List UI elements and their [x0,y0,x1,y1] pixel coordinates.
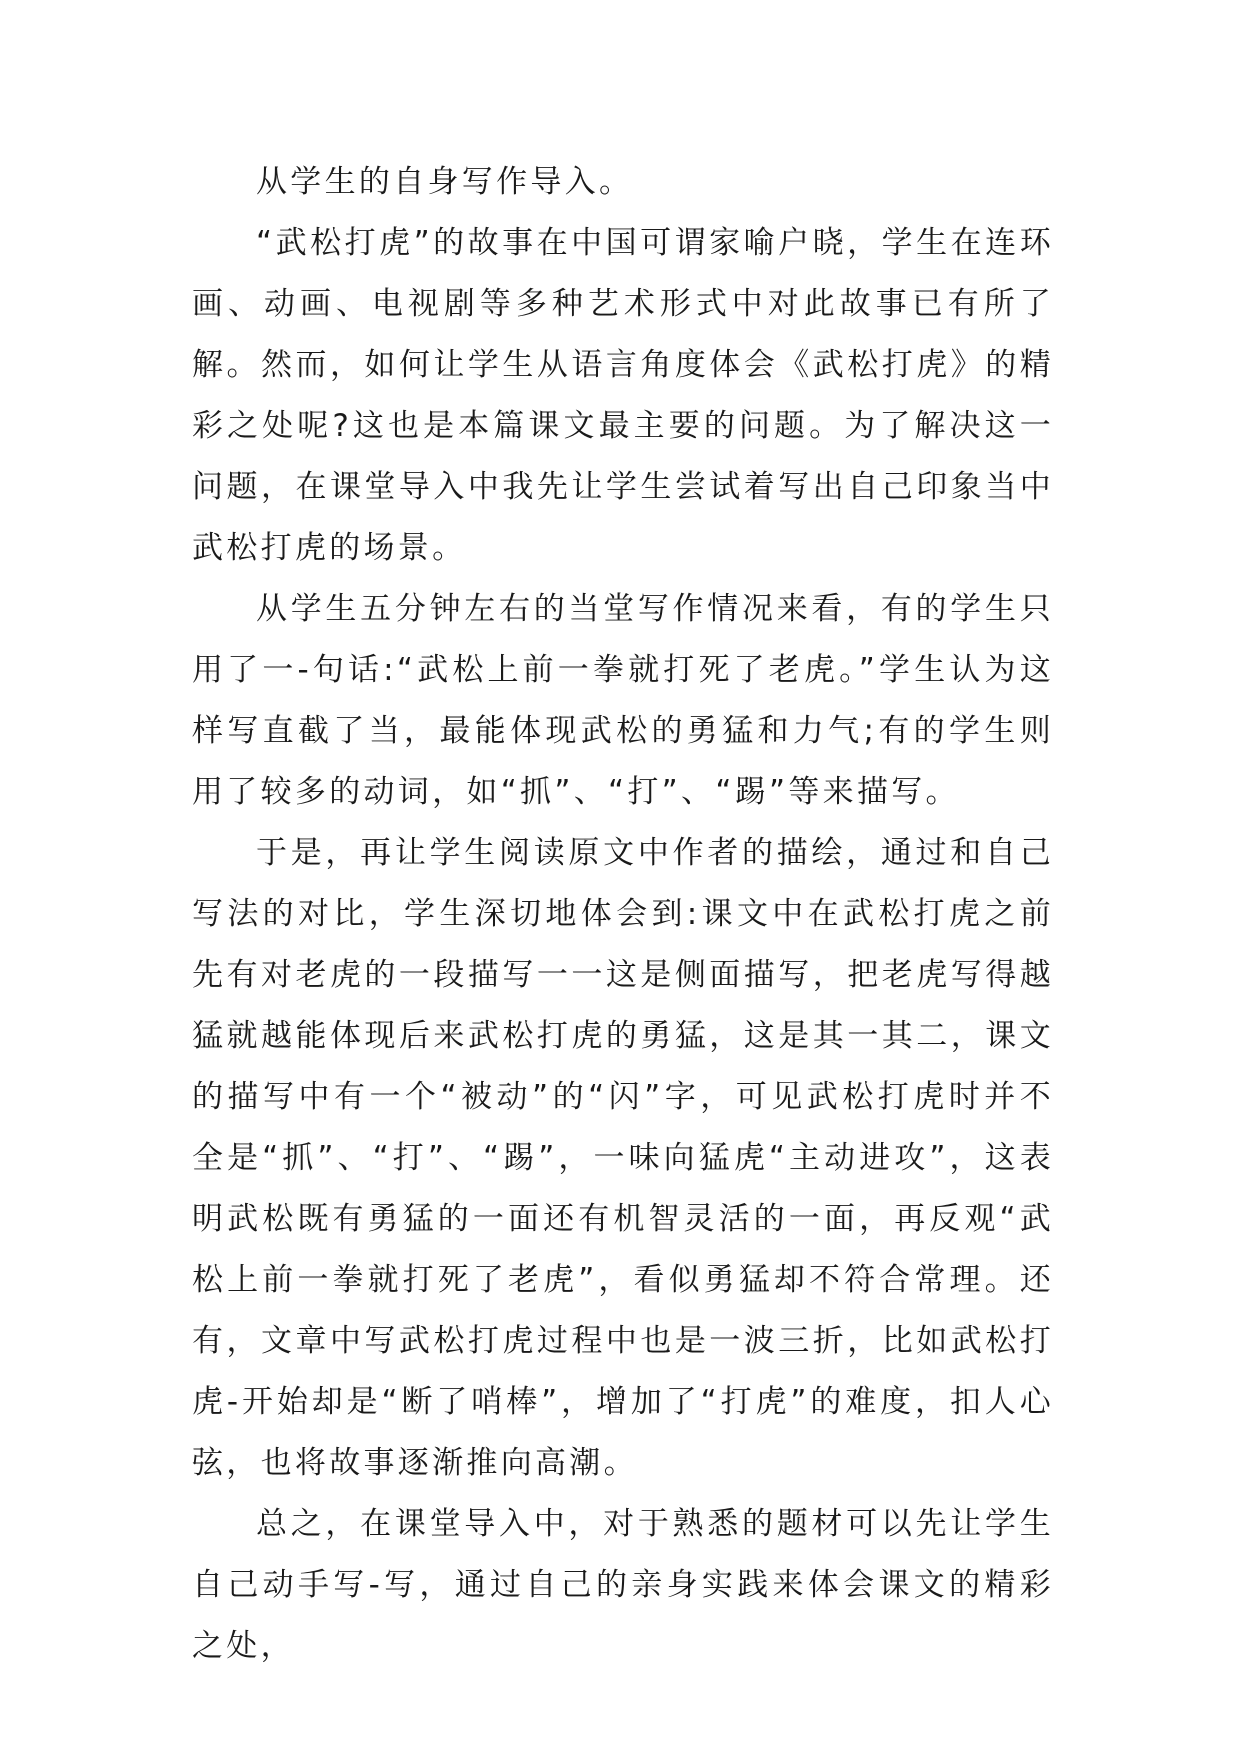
paragraph-student-writing: 从学生五分钟左右的当堂写作情况来看，有的学生只用了一-句话:“武松上前一拳就打死了老虎。”学生认为这样写直截了当，最能体现武松的勇猛和力气;有的学生则用了较多的动词，如“抓”、“打”、“踢”等来描写。 [192,591,1054,810]
document-page [192,152,1054,1677]
paragraph-conclusion: 总之，在课堂导入中，对于熟悉的题材可以先让学生自己动手写-写，通过自己的亲身实践来体会课文的精彩之处， [192,1506,1054,1664]
paragraph-intro: 从学生的自身写作导入。 [256,164,634,200]
paragraph-background: “武松打虎”的故事在中国可谓家喻户晓，学生在连环画、动画、电视剧等多种艺术形式中对此故事已有所了解。然而，如何让学生从语言角度体会《武松打虎》的精彩之处呢?这也是本篇课文最主要的问题。为了解决这一问题，在课堂导入中我先让学生尝试着写出自己印象当中武松打虎的场景。 [192,225,1054,566]
paragraph-comparison: 于是，再让学生阅读原文中作者的描绘，通过和自己写法的对比，学生深切地体会到:课文中在武松打虎之前先有对老虎的一段描写一一这是侧面描写，把老虎写得越猛就越能体现后来武松打虎的勇猛，这是其一其二，课文的描写中有一个“被动”的“闪”字，可见武松打虎时并不全是“抓”、“打”、“踢”，一味向猛虎“主动进攻”，这表明武松既有勇猛的一面还有机智灵活的一面，再反观“武松上前一拳就打死了老虎”，看似勇猛却不符合常理。还有，文章中写武松打虎过程中也是一波三折，比如武松打虎-开始却是“断了哨棒”，增加了“打虎”的难度，扣人心弦，也将故事逐渐推向高潮。 [192,835,1054,1481]
